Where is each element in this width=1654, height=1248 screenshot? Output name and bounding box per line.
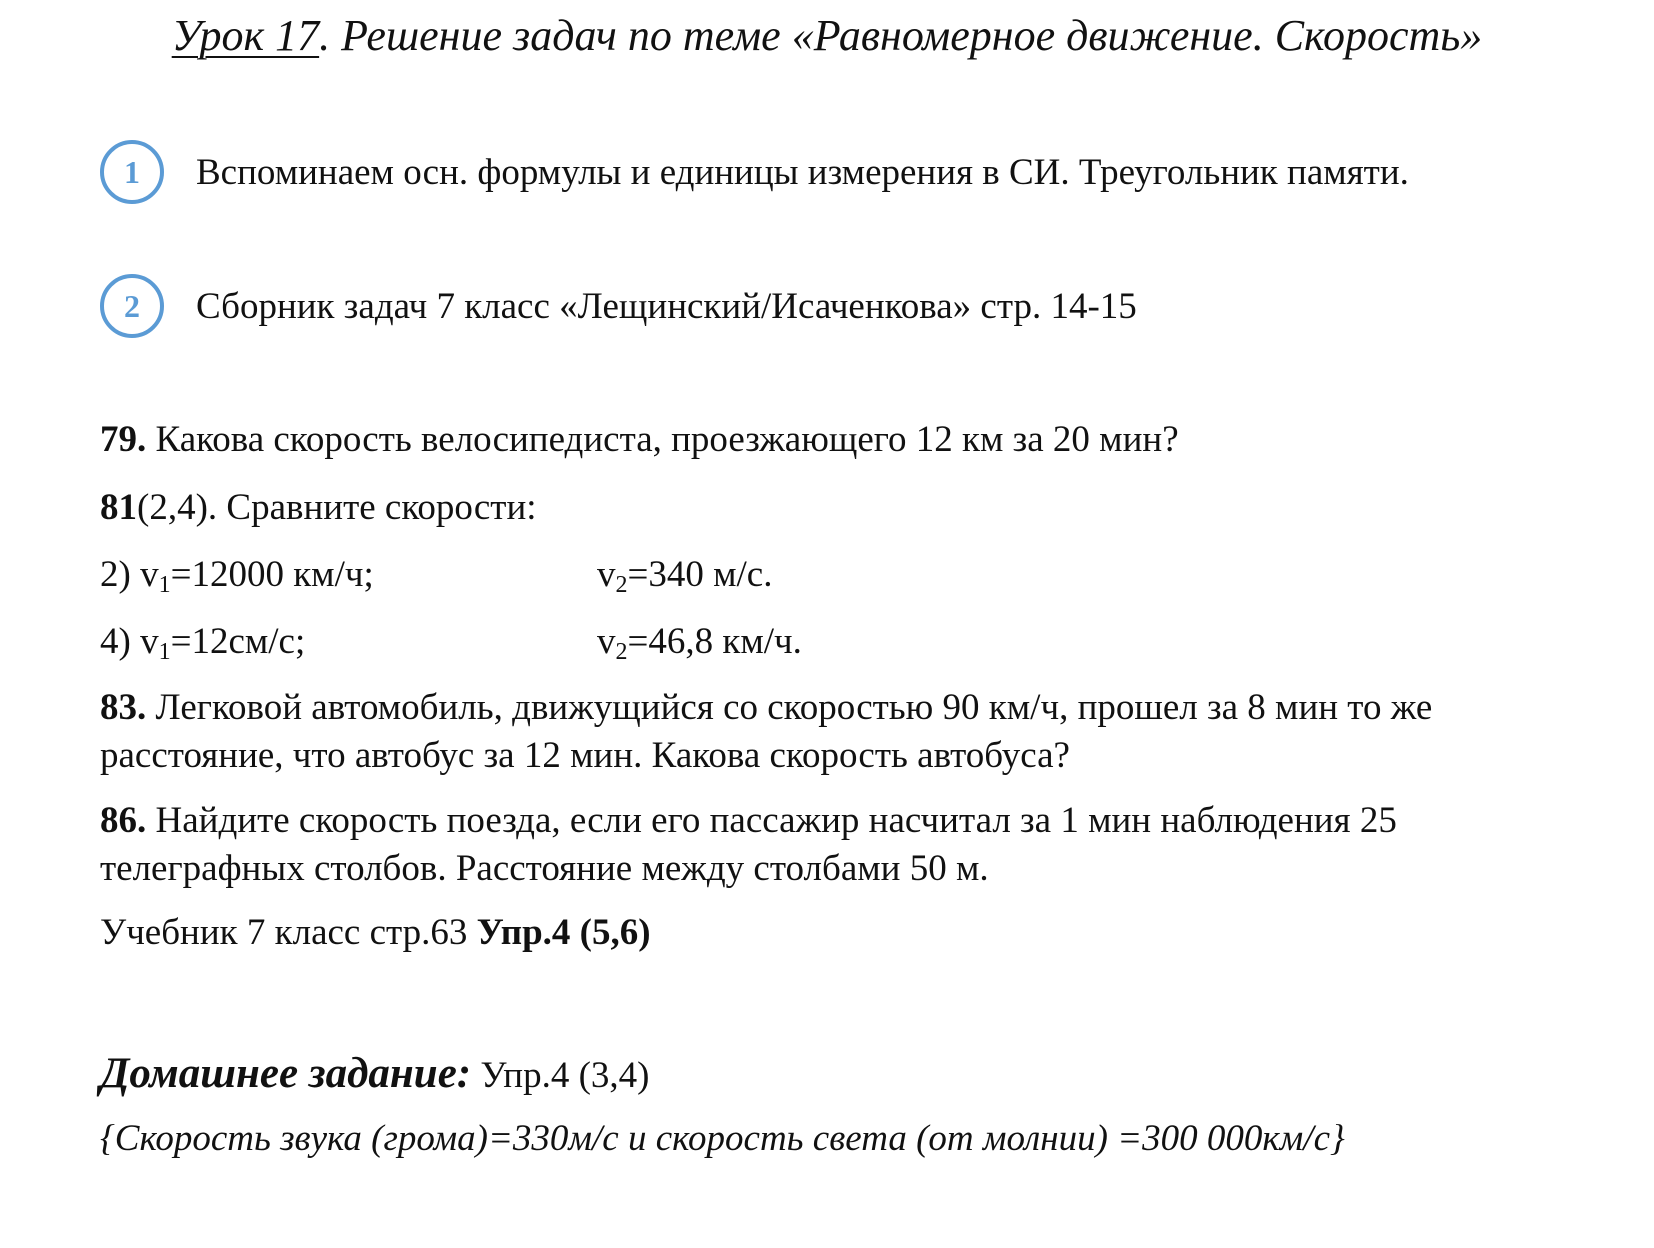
step-1 — [100, 134, 1409, 210]
step-number-badge: 1 — [100, 140, 164, 204]
problem-81 — [100, 484, 537, 532]
row-label: 2) v — [100, 554, 159, 595]
problem-text: Какова скорость велосипедиста, проезжающего 12 км за 20 мин? — [146, 419, 1179, 460]
subscript: 1 — [158, 572, 171, 598]
problem-83 — [100, 684, 1432, 780]
subscript: 2 — [615, 639, 628, 665]
problem-86 — [100, 797, 1397, 893]
lesson-topic: . Решение задач по теме «Равномерное движение. Скорость» — [319, 11, 1483, 60]
row-label: 4) v — [100, 621, 159, 662]
textbook-exercise: Упр.4 (5,6) — [476, 912, 651, 953]
v2-letter: v — [597, 621, 616, 662]
v2-letter: v — [597, 554, 616, 595]
homework — [100, 1046, 650, 1104]
lesson-title — [0, 10, 1654, 61]
problem-81-row-2 — [100, 551, 1500, 609]
problem-text-line1: Легковой автомобиль, движущийся со скоростью 90 км/ч, прошел за 8 мин то же — [146, 687, 1433, 728]
v2-value: =46,8 км/ч. — [627, 621, 802, 662]
value-v1: =12см/с; — [170, 621, 306, 662]
problem-number: 81 — [100, 487, 137, 528]
value-v2 — [597, 618, 802, 676]
v2-value: =340 м/с. — [627, 554, 773, 595]
problem-79 — [100, 416, 1179, 464]
homework-note: {Скорость звука (грома)=330м/с и скорость света (от молнии) =300 000км/с} — [100, 1118, 1345, 1159]
problem-number: 83. — [100, 687, 147, 728]
problem-number: 79. — [100, 419, 147, 460]
subscript: 2 — [615, 572, 628, 598]
lesson-number: Урок 17 — [171, 11, 320, 60]
homework-text: Упр.4 (3,4) — [471, 1055, 650, 1096]
homework-label: Домашнее задание: — [100, 1050, 472, 1097]
step-number-badge: 2 — [100, 274, 164, 338]
problem-text-line1: Найдите скорость поезда, если его пассажир насчитал за 1 мин наблюдения 25 — [146, 800, 1397, 841]
step-text: Сборник задач 7 класс «Лещинский/Исаченкова» стр. 14-15 — [196, 285, 1137, 327]
step-text: Вспоминаем осн. формулы и единицы измерения в СИ. Треугольник памяти. — [196, 151, 1409, 193]
textbook-text: Учебник 7 класс стр.63 — [100, 912, 477, 953]
value-v1: =12000 км/ч; — [170, 554, 374, 595]
subscript: 1 — [158, 639, 171, 665]
textbook-reference — [100, 909, 651, 957]
problem-81-row-4 — [100, 618, 1500, 676]
problem-number: 86. — [100, 800, 147, 841]
problem-text: (2,4). Сравните скорости: — [137, 487, 537, 528]
problem-text-line2: расстояние, что автобус за 12 мин. Какова скорость автобуса? — [100, 735, 1070, 776]
problem-text-line2: телеграфных столбов. Расстояние между столбами 50 м. — [100, 848, 989, 889]
step-2 — [100, 268, 1137, 344]
value-v2 — [597, 551, 772, 609]
